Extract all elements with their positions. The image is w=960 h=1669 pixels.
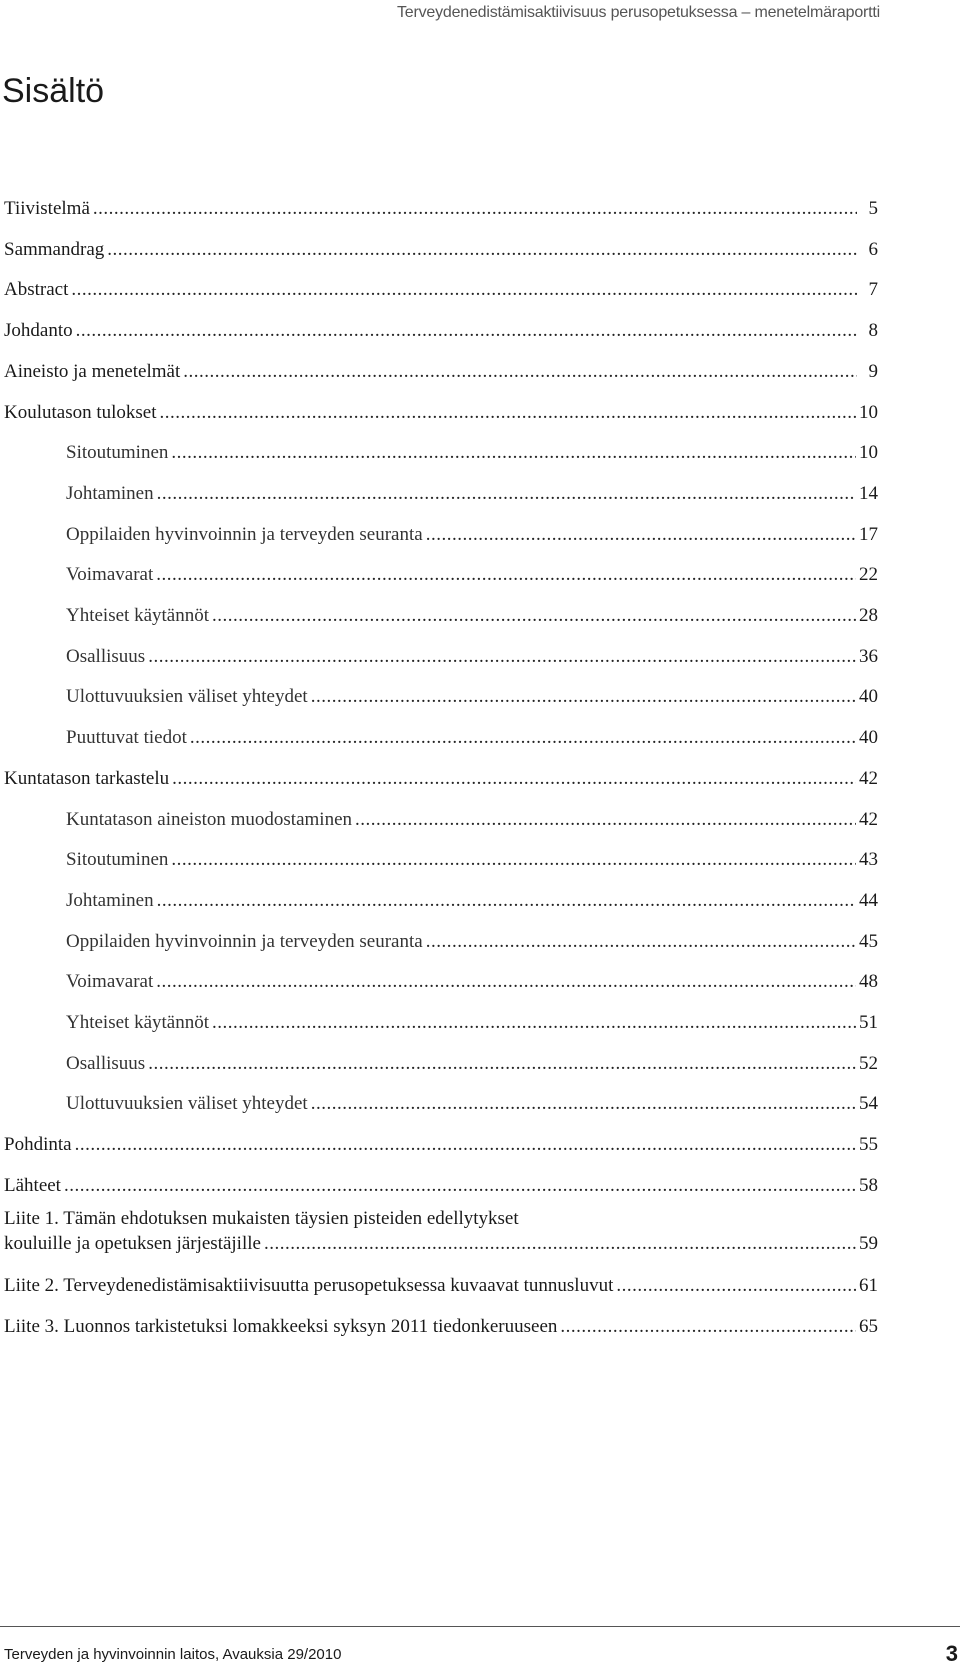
toc-dot-leader — [212, 1012, 856, 1034]
toc-entry-label: Osallisuus — [66, 646, 146, 667]
toc-entry-label: Oppilaiden hyvinvoinnin ja terveyden seuranta — [66, 524, 423, 545]
toc-entry[interactable] — [0, 279, 878, 303]
page-number: 3 — [945, 1641, 958, 1666]
toc-entry[interactable] — [0, 483, 878, 507]
toc-entry-label: Ulottuvuuksien väliset yhteydet — [66, 686, 308, 707]
toc-dot-leader — [311, 686, 856, 708]
toc-entry-label: Kuntatason aineiston muodostaminen — [66, 809, 353, 830]
toc-appendix-title-line: Liite 1. Tämän ehdotuksen mukaisten täysien pisteiden edellytykset — [4, 1208, 519, 1229]
toc-entry-label: Kuntatason tarkastelu — [4, 768, 170, 789]
toc-entry[interactable] — [0, 442, 878, 466]
toc-dot-leader — [183, 361, 857, 383]
toc-entry-label: Ulottuvuuksien väliset yhteydet — [66, 1093, 308, 1114]
toc-dot-leader — [64, 1175, 856, 1197]
toc-dot-leader — [212, 605, 856, 627]
toc-dot-leader — [107, 239, 857, 261]
toc-entry-page: 22 — [859, 564, 878, 585]
toc-appendix-label: Liite 3. Luonnos tarkistetuksi lomakkeeksi syksyn 2011 tiedonkeruuseen — [4, 1316, 558, 1337]
toc-entry[interactable] — [0, 239, 878, 263]
toc-entry-page: 58 — [859, 1175, 878, 1196]
toc-appendix-page: 61 — [859, 1275, 878, 1296]
toc-entry-page: 54 — [859, 1093, 878, 1114]
toc-entry-label: Yhteiset käytännöt — [66, 605, 209, 626]
toc-dot-leader — [426, 931, 856, 953]
toc-appendix-spacer — [4, 1250, 878, 1275]
toc-entry-page: 17 — [859, 524, 878, 545]
toc-entry[interactable] — [0, 198, 878, 222]
toc-entry-label: Sitoutuminen — [66, 442, 169, 463]
toc-entry-page: 43 — [859, 849, 878, 870]
toc-dot-leader — [156, 564, 856, 586]
toc-entry-label: Johdanto — [4, 320, 73, 341]
toc-dot-leader — [311, 1093, 856, 1115]
toc-entry-page: 10 — [859, 442, 878, 463]
toc-dot-leader — [171, 442, 856, 464]
toc-entry[interactable] — [0, 809, 878, 833]
toc-dot-leader — [190, 727, 856, 749]
toc-entry-label: Pohdinta — [4, 1134, 72, 1155]
toc-entry[interactable] — [0, 931, 878, 955]
toc-entry[interactable] — [0, 361, 878, 385]
toc-entry-label: Osallisuus — [66, 1053, 146, 1074]
toc-entry-label: Lähteet — [4, 1175, 61, 1196]
toc-dot-leader — [560, 1316, 856, 1338]
toc-entry[interactable] — [0, 727, 878, 751]
toc-dot-leader — [157, 483, 856, 505]
toc-entry[interactable] — [0, 1134, 878, 1158]
toc-entry-page: 8 — [868, 320, 878, 341]
toc-dot-leader — [355, 809, 856, 831]
toc-entry-label: Koulutason tulokset — [4, 402, 157, 423]
toc-entry[interactable] — [0, 564, 878, 588]
toc-entry-page: 7 — [868, 279, 878, 300]
toc-entry-page: 10 — [859, 402, 878, 423]
toc-dot-leader — [93, 198, 857, 220]
toc-dot-leader — [75, 1134, 856, 1156]
toc-entry-page: 51 — [859, 1012, 878, 1033]
toc-dot-leader — [76, 320, 857, 342]
toc-entry-page: 9 — [868, 361, 878, 382]
toc-dot-leader — [148, 1053, 856, 1075]
toc-entry[interactable] — [0, 768, 878, 792]
toc-entry[interactable] — [0, 1053, 878, 1077]
toc-dot-leader — [426, 524, 856, 546]
toc-entry[interactable] — [0, 320, 878, 344]
toc-dot-leader — [172, 768, 856, 790]
toc-appendix-spacer — [4, 1291, 878, 1316]
toc-entry-page: 52 — [859, 1053, 878, 1074]
toc-entry-page: 48 — [859, 971, 878, 992]
toc-entry-label: Puuttuvat tiedot — [66, 727, 187, 748]
toc-entry[interactable] — [0, 1175, 878, 1199]
toc-entry-page: 55 — [859, 1134, 878, 1155]
toc-entry-label: Voimavarat — [66, 564, 154, 585]
toc-entry[interactable] — [0, 605, 878, 629]
toc-entry-page: 42 — [859, 809, 878, 830]
toc-dot-leader — [171, 849, 856, 871]
toc-appendix-entry[interactable] — [4, 1291, 878, 1341]
toc-appendix-label: kouluille ja opetuksen järjestäjille — [4, 1233, 261, 1254]
page-title: Sisältö — [2, 72, 105, 110]
toc-entry-label: Sitoutuminen — [66, 849, 169, 870]
toc-entry-page: 45 — [859, 931, 878, 952]
toc-dot-leader — [157, 890, 856, 912]
toc-entry-page: 42 — [859, 768, 878, 789]
toc-entry[interactable] — [0, 849, 878, 873]
toc-entry-label: Johtaminen — [66, 483, 154, 504]
toc-entry-page: 40 — [859, 686, 878, 707]
footer-publisher: Terveyden ja hyvinvoinnin laitos, Avauksia 29/2010 — [4, 1646, 342, 1663]
toc-dot-leader — [160, 402, 856, 424]
toc-entry[interactable] — [0, 646, 878, 670]
toc-dot-leader — [156, 971, 856, 993]
toc-dot-leader — [148, 646, 856, 668]
toc-entry-label: Voimavarat — [66, 971, 154, 992]
footer-divider — [0, 1626, 960, 1627]
toc-entry-page: 6 — [868, 239, 878, 260]
toc-entry-page: 14 — [859, 483, 878, 504]
running-header: Terveydenedistämisaktiivisuus perusopetuksessa – menetelmäraportti — [396, 4, 880, 21]
toc-entry[interactable] — [0, 971, 878, 995]
toc-entry-label: Abstract — [4, 279, 69, 300]
toc-entry-page: 36 — [859, 646, 878, 667]
toc-entry-label: Tiivistelmä — [4, 198, 90, 219]
toc-entry-label: Johtaminen — [66, 890, 154, 911]
toc-dot-leader — [71, 279, 857, 301]
toc-entry[interactable] — [0, 402, 878, 426]
toc-entry[interactable] — [0, 524, 878, 548]
toc-entry[interactable] — [0, 686, 878, 710]
toc-entry[interactable] — [0, 1012, 878, 1036]
toc-entry[interactable] — [0, 1093, 878, 1117]
toc-entry-label: Aineisto ja menetelmät — [4, 361, 181, 382]
toc-appendix-page: 59 — [859, 1233, 878, 1254]
toc-entry-page: 44 — [859, 890, 878, 911]
toc-entry-page: 28 — [859, 605, 878, 626]
toc-entry-label: Yhteiset käytännöt — [66, 1012, 209, 1033]
toc-appendix-label: Liite 2. Terveydenedistämisaktiivisuutta perusopetuksessa kuvaavat tunnusluvut — [4, 1275, 614, 1296]
toc-entry-label: Sammandrag — [4, 239, 105, 260]
toc-entry-label: Oppilaiden hyvinvoinnin ja terveyden seuranta — [66, 931, 423, 952]
toc-appendix-page: 65 — [859, 1316, 878, 1337]
toc-entry[interactable] — [0, 890, 878, 914]
toc-appendix-row — [4, 1316, 878, 1341]
toc-entry-page: 5 — [868, 198, 878, 219]
toc-entry-page: 40 — [859, 727, 878, 748]
